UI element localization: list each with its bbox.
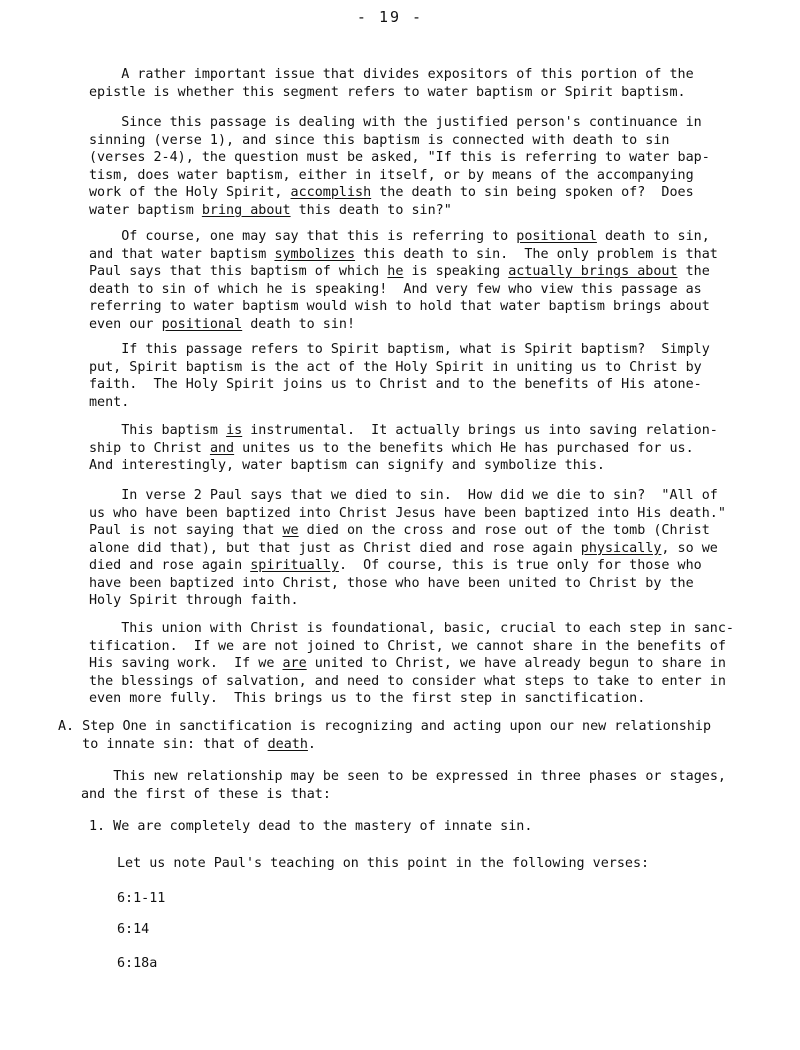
paragraph-3	[89, 228, 718, 333]
text-run: death to sin!	[242, 316, 356, 332]
text-line: even more fully. This brings us to the first step in sanctification.	[89, 691, 646, 706]
text-line: sinning (verse 1), and since this baptism is connected with death to sin	[89, 132, 670, 148]
underlined-text: and	[209, 440, 235, 456]
text-line	[89, 202, 710, 220]
text-line: This union with Christ is foundational, basic, crucial to each step in sanc-	[89, 621, 734, 636]
paragraph-2	[89, 114, 710, 219]
text-line: referring to water baptism would wish to hold that water baptism brings about	[89, 299, 710, 314]
underlined-text: positional	[161, 316, 243, 332]
step-a-heading	[58, 718, 711, 753]
text-line	[89, 655, 734, 673]
text-line	[89, 440, 718, 458]
underlined-text: accomplish	[290, 185, 372, 200]
text-run: united to Christ, we have already begun to share in	[306, 656, 726, 671]
text-line	[89, 557, 726, 575]
text-line: A rather important issue that divides expositors of this portion of the	[89, 67, 694, 82]
text-line	[89, 184, 710, 202]
underlined-text: he	[387, 264, 404, 279]
text-run: This baptism	[89, 423, 227, 438]
underlined-text: spiritually	[250, 558, 339, 573]
paragraph-4	[89, 341, 710, 411]
text-line: (verses 2-4), the question must be asked, "If this is referring to water bap-	[89, 150, 710, 165]
text-line: us who have been baptized into Christ Jesus have been baptized into His death."	[89, 505, 726, 521]
underlined-text: symbolizes	[274, 246, 356, 262]
text-run: the death to sin being spoken of? Does	[371, 185, 694, 200]
text-run: death to sin,	[596, 229, 710, 244]
text-run: this death to sin?"	[290, 202, 452, 218]
underlined-text: positional	[516, 229, 597, 244]
text-run: unites us to the benefits which He has purchased for us.	[234, 440, 694, 456]
text-line: epistle is whether this segment refers to water baptism or Spirit baptism.	[89, 84, 686, 100]
text-run: this death to sin. The only problem is that	[355, 246, 718, 262]
underlined-text: actually brings about	[508, 264, 678, 279]
paragraph-8	[81, 768, 726, 803]
text-line	[89, 246, 718, 264]
text-line: ment.	[89, 394, 130, 410]
text-line: If this passage refers to Spirit baptism, what is Spirit baptism? Simply	[89, 342, 710, 357]
list-item-1: 1. We are completely dead to the mastery of innate sin.	[89, 819, 533, 834]
text-line: the blessings of salvation, and need to consider what steps to take to enter in	[89, 673, 726, 689]
verse-reference: 6:1-11	[117, 891, 166, 906]
text-run: Of course, one may say that this is referring to	[89, 229, 517, 244]
text-line: tification. If we are not joined to Christ, we cannot share in the benefits of	[89, 638, 726, 654]
text-run: work of the Holy Spirit,	[89, 185, 291, 200]
text-line	[89, 422, 718, 440]
paragraph-9: Let us note Paul's teaching on this point in the following verses:	[117, 856, 650, 871]
text-run: instrumental. It actually brings us into saving relation-	[242, 423, 718, 438]
text-line: and the first of these is that:	[81, 786, 331, 802]
text-line: death to sin of which he is speaking! And very few who view this passage as	[89, 281, 702, 297]
underlined-text: we	[282, 523, 299, 538]
text-line: have been baptized into Christ, those who have been united to Christ by the	[89, 575, 694, 591]
text-line: A. Step One in sanctification is recognizing and acting upon our new relationship	[58, 719, 712, 734]
text-run: alone did that), but that just as Christ died and rose again	[89, 540, 581, 556]
underlined-text: death	[267, 736, 308, 752]
text-line: This new relationship may be seen to be expressed in three phases or stages,	[81, 769, 726, 784]
underlined-text: bring about	[201, 202, 291, 218]
text-run: water baptism	[89, 202, 202, 218]
paragraph-5	[89, 422, 718, 475]
text-run: and that water baptism	[89, 246, 275, 262]
text-line: In verse 2 Paul says that we died to sin. How did we die to sin? "All of	[89, 488, 718, 503]
text-line: Since this passage is dealing with the justified person's continuance in	[89, 115, 702, 130]
underlined-text: are	[282, 656, 307, 671]
text-run: died and rose again	[89, 558, 251, 573]
text-line: tism, does water baptism, either in itself, or by means of the accompanying	[89, 167, 694, 183]
paragraph-1	[89, 66, 694, 101]
text-run: the	[677, 264, 710, 279]
verse-reference: 6:18a	[117, 956, 158, 971]
page-number: - 19 -	[356, 8, 424, 26]
paragraph-6	[89, 487, 726, 610]
text-line: put, Spirit baptism is the act of the Holy Spirit in uniting us to Christ by	[89, 359, 702, 375]
text-run: Paul is not saying that	[89, 523, 283, 538]
text-run: His saving work. If we	[89, 656, 283, 671]
verse-reference: 6:14	[117, 922, 150, 937]
paragraph-7	[89, 620, 734, 708]
text-run: , so we	[661, 540, 718, 556]
text-run: Paul says that this baptism of which	[89, 264, 388, 279]
text-line: faith. The Holy Spirit joins us to Christ and to the benefits of His atone-	[89, 377, 702, 392]
text-run: .	[307, 736, 316, 752]
text-line	[89, 522, 726, 540]
underlined-text: is	[226, 423, 243, 438]
text-line	[89, 316, 718, 334]
underlined-text: physically	[580, 540, 662, 556]
text-run: even our	[89, 316, 162, 332]
text-line: And interestingly, water baptism can signify and symbolize this.	[89, 458, 605, 473]
text-line	[89, 263, 718, 281]
text-line	[89, 228, 718, 246]
text-line	[89, 540, 726, 558]
text-run: to innate sin: that of	[58, 736, 268, 752]
text-run: died on the cross and rose out of the tomb (Christ	[298, 523, 710, 538]
text-run: . Of course, this is true only for those who	[338, 558, 702, 573]
text-line: Holy Spirit through faith.	[89, 593, 299, 608]
text-line	[58, 736, 711, 754]
text-run: is speaking	[403, 264, 509, 279]
text-run: ship to Christ	[89, 440, 210, 456]
